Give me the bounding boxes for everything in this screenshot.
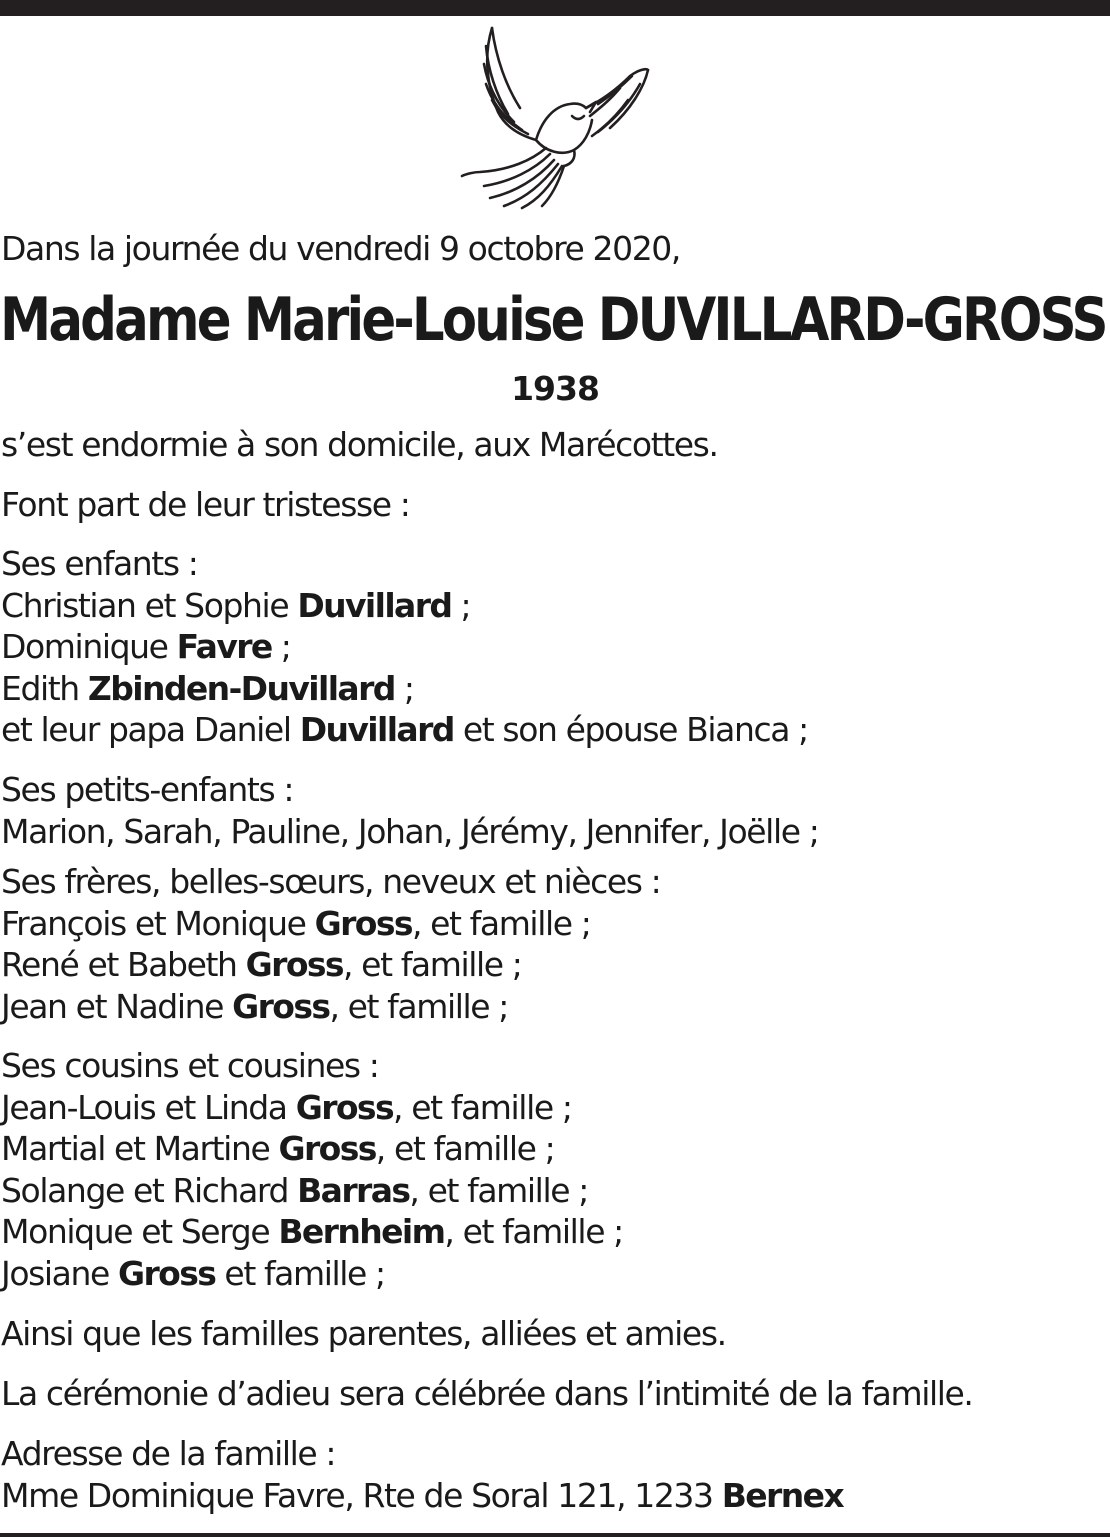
family-line: Jean et Nadine Gross, et famille ;	[1, 986, 508, 1026]
dove-icon	[450, 24, 660, 214]
top-border-rule	[0, 0, 1110, 16]
family-line: René et Babeth Gross, et famille ;	[1, 945, 522, 984]
cousins-heading: Ses cousins et cousines :	[1, 1046, 379, 1085]
family-line: Christian et Sophie Duvillard ;	[1, 585, 471, 625]
deceased-name: Madame Marie-Louise DUVILLARD-GROSS	[0, 285, 1106, 355]
passing-line: s’est endormie à son domicile, aux Marécottes.	[1, 425, 718, 464]
bottom-border-rule	[0, 1533, 1110, 1537]
announce-line: Font part de leur tristesse :	[1, 485, 410, 524]
family-line: Jean-Louis et Linda Gross, et famille ;	[1, 1087, 572, 1127]
birth-year: 1938	[511, 369, 599, 408]
family-line: Monique et Serge Bernheim, et famille ;	[1, 1212, 623, 1251]
cousins-section	[1, 1045, 623, 1294]
family-line: Edith Zbinden-Duvillard ;	[1, 668, 414, 708]
family-line: Dominique Favre ;	[1, 627, 291, 666]
others-line: Ainsi que les familles parentes, alliées et amies.	[1, 1314, 726, 1353]
family-line: et leur papa Daniel Duvillard et son épouse Bianca ;	[1, 710, 808, 749]
address-heading: Adresse de la famille :	[1, 1434, 336, 1473]
family-line: Josiane Gross et famille ;	[1, 1253, 385, 1293]
address-line: Mme Dominique Favre, Rte de Soral 121, 1233 Bernex	[1, 1475, 844, 1515]
grandchildren-section	[1, 769, 818, 852]
family-line: François et Monique Gross, et famille ;	[1, 903, 591, 943]
address-section	[1, 1433, 843, 1516]
grandchildren-heading: Ses petits-enfants :	[1, 770, 294, 809]
grandchildren-names: Marion, Sarah, Pauline, Johan, Jérémy, Jennifer, Joëlle ;	[1, 811, 819, 851]
intro-line: Dans la journée du vendredi 9 octobre 2020,	[1, 229, 680, 268]
family-line: Solange et Richard Barras, et famille ;	[1, 1170, 588, 1210]
children-heading: Ses enfants :	[1, 544, 198, 583]
siblings-section	[1, 861, 660, 1027]
ceremony-line: La cérémonie d’adieu sera célébrée dans l’intimité de la famille.	[1, 1374, 973, 1413]
children-section	[1, 543, 808, 751]
siblings-heading: Ses frères, belles-sœurs, neveux et nièces :	[1, 862, 661, 901]
family-line: Martial et Martine Gross, et famille ;	[1, 1129, 555, 1168]
